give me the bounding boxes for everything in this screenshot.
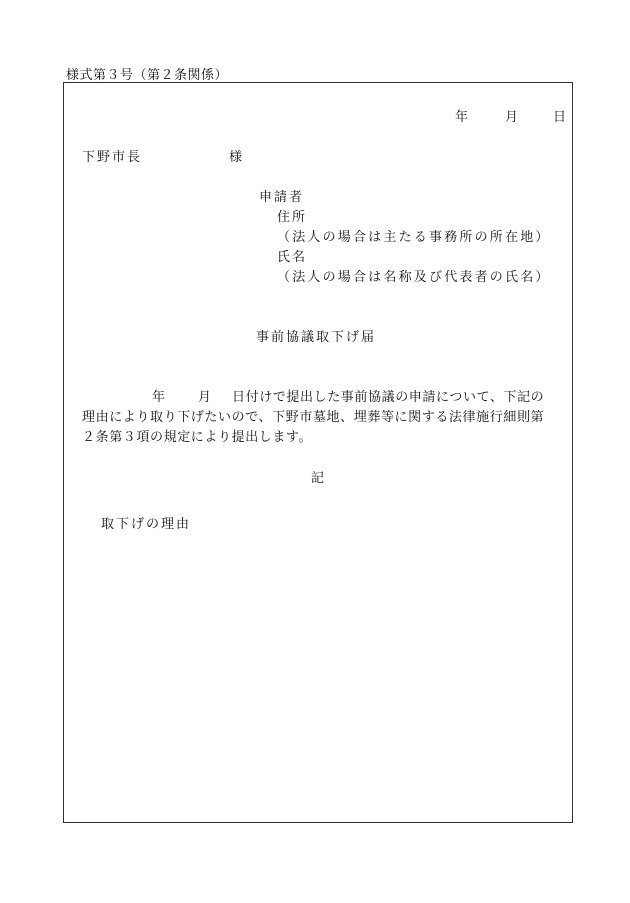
body-line-3: ２条第３項の規定により提出します。 [82,430,313,445]
body-line-2: 理由により取り下げたいので、下野市墓地、埋葬等に関する法律施行細則第 [82,410,545,425]
address-note: （法人の場合は主たる事務所の所在地） [277,230,551,245]
body-month-label: 月 [198,390,212,405]
addressee-name: 下野市長 [82,150,143,165]
form-number: 様式第３号（第２条関係） [66,68,229,83]
record-mark: 記 [311,471,325,486]
name-label: 氏名 [277,250,308,265]
body-year-label: 年 [152,390,166,405]
document-title: 事前協議取下げ届 [256,330,377,345]
form-frame [63,82,573,823]
body-line-1-text: 日付けで提出した事前協議の申請について、下記の [232,390,545,405]
address-label: 住所 [277,210,308,225]
addressee-honorific: 様 [229,150,243,165]
applicant-heading: 申請者 [259,190,305,205]
date-year-label: 年 [455,110,469,125]
reason-label: 取下げの理由 [101,517,192,532]
name-note: （法人の場合は名称及び代表者の氏名） [277,270,551,285]
date-month-label: 月 [505,110,519,125]
date-day-label: 日 [553,110,567,125]
